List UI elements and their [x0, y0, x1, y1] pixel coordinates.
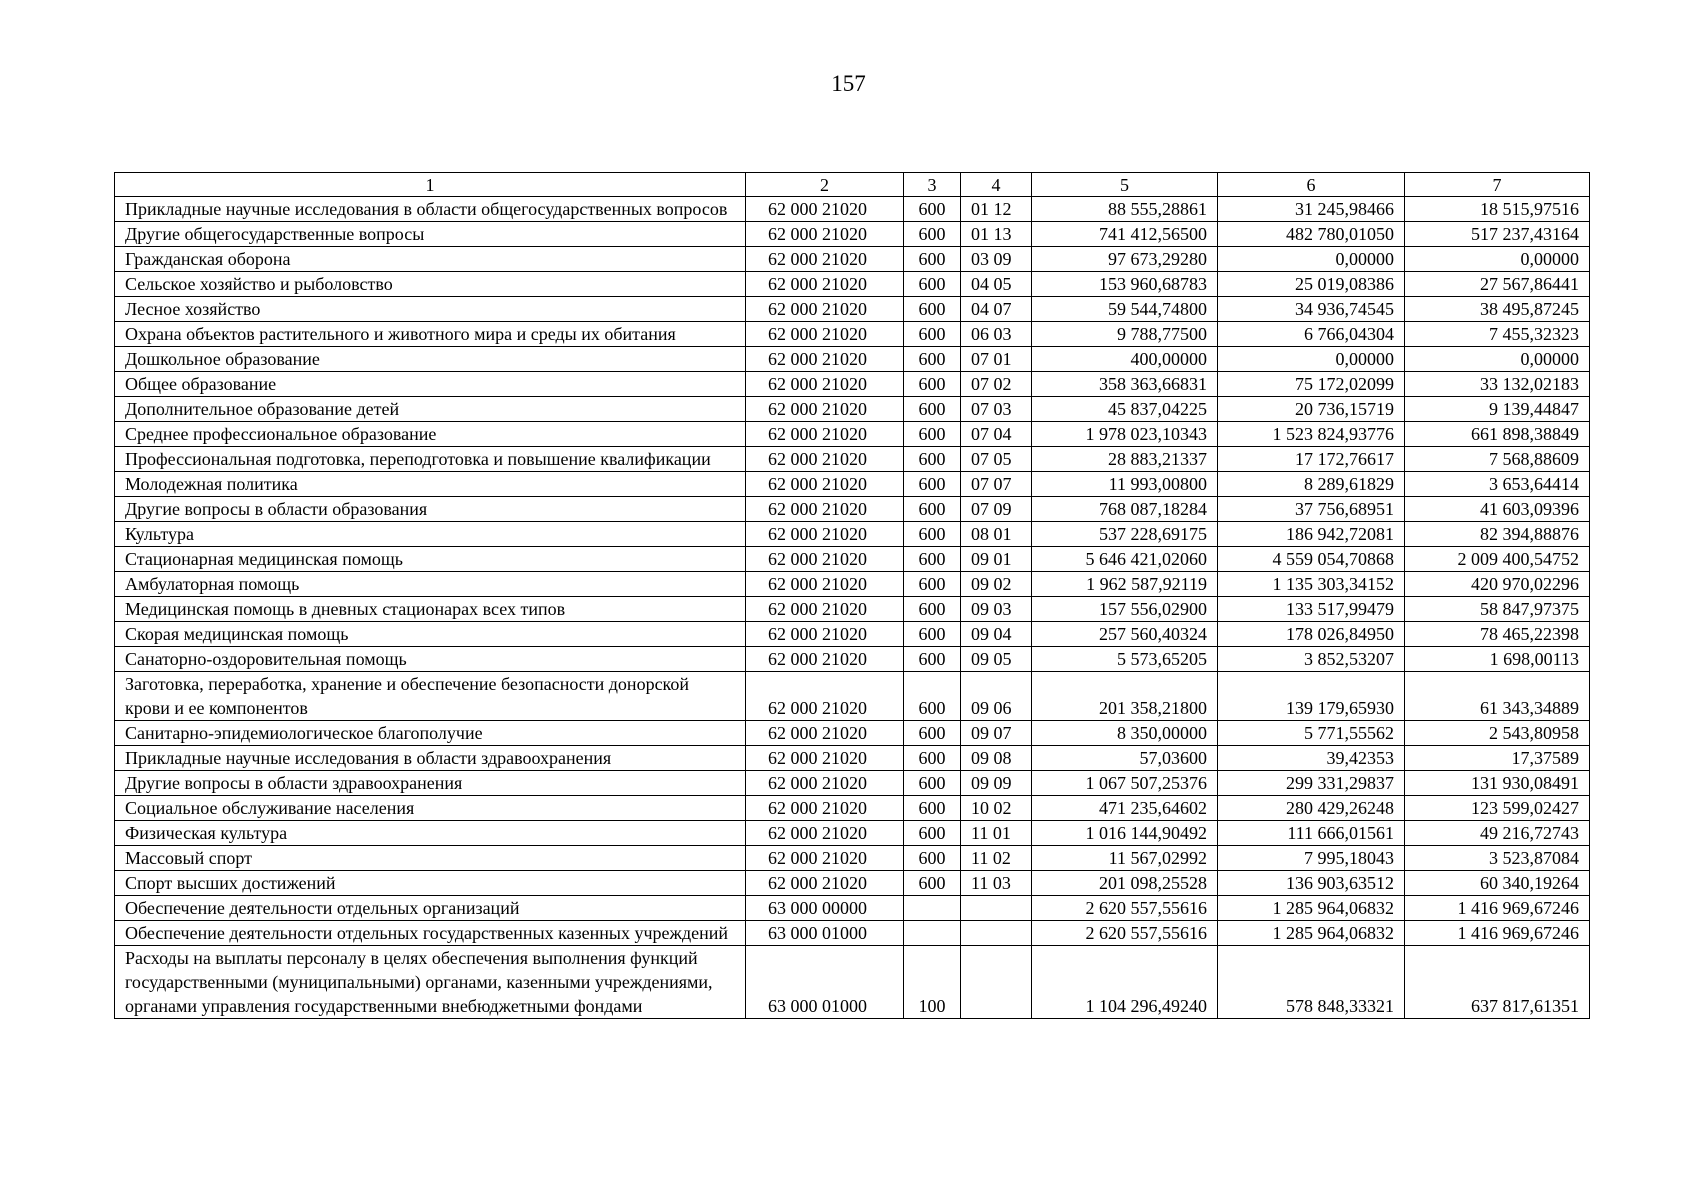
- expense-type-cell: 600: [904, 597, 961, 622]
- section-code-cell: 07 01: [961, 347, 1032, 372]
- amount-col6-cell: 25 019,08386: [1218, 272, 1405, 297]
- item-name-cell: Скорая медицинская помощь: [115, 622, 746, 647]
- amount-col6-cell: 5 771,55562: [1218, 721, 1405, 746]
- table-row: [115, 197, 1590, 222]
- item-name-cell: Физическая культура: [115, 821, 746, 846]
- target-code-cell: 62 000 21020: [746, 372, 904, 397]
- amount-col5-cell: 201 358,21800: [1032, 672, 1218, 721]
- expense-type-cell: 600: [904, 622, 961, 647]
- item-name-cell: Профессиональная подготовка, переподготовка и повышение квалификации: [115, 447, 746, 472]
- section-code-cell: 07 05: [961, 447, 1032, 472]
- section-code-cell: 09 03: [961, 597, 1032, 622]
- target-code-cell: 62 000 21020: [746, 796, 904, 821]
- amount-col5-cell: 1 067 507,25376: [1032, 771, 1218, 796]
- item-name-cell: Гражданская оборона: [115, 247, 746, 272]
- amount-col6-cell: 31 245,98466: [1218, 197, 1405, 222]
- amount-col7-cell: 0,00000: [1405, 247, 1590, 272]
- amount-col5-cell: 768 087,18284: [1032, 497, 1218, 522]
- column-header-5: 5: [1032, 173, 1218, 197]
- expense-type-cell: 600: [904, 197, 961, 222]
- section-code-cell: 09 07: [961, 721, 1032, 746]
- amount-col6-cell: 20 736,15719: [1218, 397, 1405, 422]
- amount-col6-cell: 139 179,65930: [1218, 672, 1405, 721]
- target-code-cell: 62 000 21020: [746, 247, 904, 272]
- expense-type-cell: 600: [904, 672, 961, 721]
- item-name-cell: Массовый спорт: [115, 846, 746, 871]
- section-code-cell: 09 08: [961, 746, 1032, 771]
- item-name-cell: Дошкольное образование: [115, 347, 746, 372]
- amount-col7-cell: 2 009 400,54752: [1405, 547, 1590, 572]
- target-code-cell: 62 000 21020: [746, 272, 904, 297]
- item-name-cell: Культура: [115, 522, 746, 547]
- amount-col6-cell: 39,42353: [1218, 746, 1405, 771]
- target-code-cell: 62 000 21020: [746, 547, 904, 572]
- expense-type-cell: 600: [904, 222, 961, 247]
- amount-col5-cell: 400,00000: [1032, 347, 1218, 372]
- table-row: [115, 846, 1590, 871]
- item-name-cell: Санитарно-эпидемиологическое благополучие: [115, 721, 746, 746]
- expense-type-cell: 600: [904, 721, 961, 746]
- section-code-cell: 07 09: [961, 497, 1032, 522]
- amount-col6-cell: 17 172,76617: [1218, 447, 1405, 472]
- expense-type-cell: 600: [904, 821, 961, 846]
- table-row: [115, 272, 1590, 297]
- amount-col5-cell: 8 350,00000: [1032, 721, 1218, 746]
- target-code-cell: 62 000 21020: [746, 397, 904, 422]
- item-name-cell: Другие общегосударственные вопросы: [115, 222, 746, 247]
- amount-col5-cell: 2 620 557,55616: [1032, 896, 1218, 921]
- amount-col6-cell: 133 517,99479: [1218, 597, 1405, 622]
- expense-type-cell: 600: [904, 871, 961, 896]
- section-code-cell: 09 06: [961, 672, 1032, 721]
- target-code-cell: 62 000 21020: [746, 297, 904, 322]
- column-header-7: 7: [1405, 173, 1590, 197]
- amount-col6-cell: 1 285 964,06832: [1218, 896, 1405, 921]
- item-name-cell: Другие вопросы в области здравоохранения: [115, 771, 746, 796]
- amount-col7-cell: 1 698,00113: [1405, 647, 1590, 672]
- table-row: [115, 622, 1590, 647]
- column-header-1: 1: [115, 173, 746, 197]
- item-name-cell: Расходы на выплаты персоналу в целях обеспечения выполнения функций государственными (муниципальными) органами, казенными учреждениями, органами управления государственными внебюджетными фондами: [115, 946, 746, 1019]
- amount-col7-cell: 17,37589: [1405, 746, 1590, 771]
- amount-col7-cell: 27 567,86441: [1405, 272, 1590, 297]
- target-code-cell: 62 000 21020: [746, 447, 904, 472]
- amount-col7-cell: 637 817,61351: [1405, 946, 1590, 1019]
- header-row: [115, 173, 1590, 197]
- section-code-cell: 03 09: [961, 247, 1032, 272]
- amount-col6-cell: 34 936,74545: [1218, 297, 1405, 322]
- section-code-cell: 11 01: [961, 821, 1032, 846]
- table-row: [115, 397, 1590, 422]
- expense-type-cell: 600: [904, 771, 961, 796]
- amount-col7-cell: 0,00000: [1405, 347, 1590, 372]
- amount-col6-cell: 0,00000: [1218, 247, 1405, 272]
- target-code-cell: 62 000 21020: [746, 347, 904, 372]
- budget-table: [114, 172, 1590, 1019]
- amount-col7-cell: 33 132,02183: [1405, 372, 1590, 397]
- amount-col6-cell: 299 331,29837: [1218, 771, 1405, 796]
- amount-col6-cell: 578 848,33321: [1218, 946, 1405, 1019]
- amount-col6-cell: 1 135 303,34152: [1218, 572, 1405, 597]
- amount-col7-cell: 82 394,88876: [1405, 522, 1590, 547]
- table-row: [115, 721, 1590, 746]
- item-name-cell: Социальное обслуживание населения: [115, 796, 746, 821]
- amount-col5-cell: 153 960,68783: [1032, 272, 1218, 297]
- target-code-cell: 62 000 21020: [746, 597, 904, 622]
- amount-col6-cell: 37 756,68951: [1218, 497, 1405, 522]
- expense-type-cell: 600: [904, 272, 961, 297]
- table-row: [115, 497, 1590, 522]
- amount-col5-cell: 1 962 587,92119: [1032, 572, 1218, 597]
- amount-col5-cell: 9 788,77500: [1032, 322, 1218, 347]
- table-row: [115, 821, 1590, 846]
- amount-col6-cell: 75 172,02099: [1218, 372, 1405, 397]
- section-code-cell: 04 07: [961, 297, 1032, 322]
- table-row: [115, 946, 1590, 1019]
- item-name-cell: Заготовка, переработка, хранение и обеспечение безопасности донорской крови и ее компонентов: [115, 672, 746, 721]
- amount-col6-cell: 178 026,84950: [1218, 622, 1405, 647]
- item-name-cell: Прикладные научные исследования в области общегосударственных вопросов: [115, 197, 746, 222]
- section-code-cell: 11 02: [961, 846, 1032, 871]
- section-code-cell: 08 01: [961, 522, 1032, 547]
- target-code-cell: 62 000 21020: [746, 647, 904, 672]
- amount-col6-cell: 8 289,61829: [1218, 472, 1405, 497]
- section-code-cell: [961, 921, 1032, 946]
- amount-col7-cell: 1 416 969,67246: [1405, 921, 1590, 946]
- section-code-cell: 09 02: [961, 572, 1032, 597]
- item-name-cell: Санаторно-оздоровительная помощь: [115, 647, 746, 672]
- item-name-cell: Охрана объектов растительного и животного мира и среды их обитания: [115, 322, 746, 347]
- table-row: [115, 422, 1590, 447]
- amount-col5-cell: 45 837,04225: [1032, 397, 1218, 422]
- expense-type-cell: 600: [904, 472, 961, 497]
- expense-type-cell: 600: [904, 796, 961, 821]
- target-code-cell: 62 000 21020: [746, 222, 904, 247]
- amount-col6-cell: 4 559 054,70868: [1218, 547, 1405, 572]
- expense-type-cell: 600: [904, 397, 961, 422]
- section-code-cell: 07 04: [961, 422, 1032, 447]
- item-name-cell: Обеспечение деятельности отдельных государственных казенных учреждений: [115, 921, 746, 946]
- amount-col5-cell: 1 104 296,49240: [1032, 946, 1218, 1019]
- section-code-cell: 07 07: [961, 472, 1032, 497]
- amount-col7-cell: 38 495,87245: [1405, 297, 1590, 322]
- expense-type-cell: 600: [904, 297, 961, 322]
- table-row: [115, 347, 1590, 372]
- amount-col5-cell: 358 363,66831: [1032, 372, 1218, 397]
- item-name-cell: Среднее профессиональное образование: [115, 422, 746, 447]
- target-code-cell: 63 000 01000: [746, 946, 904, 1019]
- table-body: [115, 197, 1590, 1019]
- item-name-cell: Амбулаторная помощь: [115, 572, 746, 597]
- expense-type-cell: [904, 896, 961, 921]
- table-row: [115, 472, 1590, 497]
- table-row: [115, 796, 1590, 821]
- target-code-cell: 62 000 21020: [746, 846, 904, 871]
- table-row: [115, 672, 1590, 721]
- target-code-cell: 62 000 21020: [746, 721, 904, 746]
- item-name-cell: Другие вопросы в области образования: [115, 497, 746, 522]
- target-code-cell: 62 000 21020: [746, 522, 904, 547]
- amount-col7-cell: 18 515,97516: [1405, 197, 1590, 222]
- expense-type-cell: 600: [904, 647, 961, 672]
- amount-col5-cell: 28 883,21337: [1032, 447, 1218, 472]
- amount-col5-cell: 88 555,28861: [1032, 197, 1218, 222]
- amount-col5-cell: 57,03600: [1032, 746, 1218, 771]
- expense-type-cell: 600: [904, 746, 961, 771]
- section-code-cell: 07 02: [961, 372, 1032, 397]
- item-name-cell: Лесное хозяйство: [115, 297, 746, 322]
- item-name-cell: Общее образование: [115, 372, 746, 397]
- amount-col7-cell: 9 139,44847: [1405, 397, 1590, 422]
- amount-col5-cell: 537 228,69175: [1032, 522, 1218, 547]
- amount-col7-cell: 661 898,38849: [1405, 422, 1590, 447]
- section-code-cell: 11 03: [961, 871, 1032, 896]
- amount-col5-cell: 2 620 557,55616: [1032, 921, 1218, 946]
- table-row: [115, 247, 1590, 272]
- section-code-cell: 09 04: [961, 622, 1032, 647]
- amount-col6-cell: 186 942,72081: [1218, 522, 1405, 547]
- amount-col5-cell: 97 673,29280: [1032, 247, 1218, 272]
- target-code-cell: 62 000 21020: [746, 197, 904, 222]
- expense-type-cell: 600: [904, 497, 961, 522]
- item-name-cell: Молодежная политика: [115, 472, 746, 497]
- amount-col6-cell: 111 666,01561: [1218, 821, 1405, 846]
- table-row: [115, 896, 1590, 921]
- amount-col7-cell: 7 455,32323: [1405, 322, 1590, 347]
- table-row: [115, 447, 1590, 472]
- item-name-cell: Спорт высших достижений: [115, 871, 746, 896]
- target-code-cell: 62 000 21020: [746, 472, 904, 497]
- amount-col5-cell: 257 560,40324: [1032, 622, 1218, 647]
- item-name-cell: Медицинская помощь в дневных стационарах всех типов: [115, 597, 746, 622]
- amount-col6-cell: 482 780,01050: [1218, 222, 1405, 247]
- amount-col5-cell: 741 412,56500: [1032, 222, 1218, 247]
- section-code-cell: 04 05: [961, 272, 1032, 297]
- table-row: [115, 297, 1590, 322]
- amount-col7-cell: 7 568,88609: [1405, 447, 1590, 472]
- amount-col7-cell: 3 523,87084: [1405, 846, 1590, 871]
- section-code-cell: 10 02: [961, 796, 1032, 821]
- expense-type-cell: 600: [904, 247, 961, 272]
- amount-col6-cell: 7 995,18043: [1218, 846, 1405, 871]
- amount-col6-cell: 136 903,63512: [1218, 871, 1405, 896]
- target-code-cell: 62 000 21020: [746, 821, 904, 846]
- column-header-4: 4: [961, 173, 1032, 197]
- table-row: [115, 771, 1590, 796]
- target-code-cell: 62 000 21020: [746, 422, 904, 447]
- item-name-cell: Прикладные научные исследования в области здравоохранения: [115, 746, 746, 771]
- amount-col7-cell: 131 930,08491: [1405, 771, 1590, 796]
- amount-col6-cell: 0,00000: [1218, 347, 1405, 372]
- target-code-cell: 62 000 21020: [746, 871, 904, 896]
- item-name-cell: Стационарная медицинская помощь: [115, 547, 746, 572]
- amount-col7-cell: 41 603,09396: [1405, 497, 1590, 522]
- amount-col7-cell: 517 237,43164: [1405, 222, 1590, 247]
- target-code-cell: 62 000 21020: [746, 672, 904, 721]
- target-code-cell: 62 000 21020: [746, 622, 904, 647]
- amount-col5-cell: 5 646 421,02060: [1032, 547, 1218, 572]
- expense-type-cell: 600: [904, 347, 961, 372]
- amount-col5-cell: 11 567,02992: [1032, 846, 1218, 871]
- item-name-cell: Дополнительное образование детей: [115, 397, 746, 422]
- table-row: [115, 572, 1590, 597]
- target-code-cell: 62 000 21020: [746, 497, 904, 522]
- table-row: [115, 222, 1590, 247]
- page-number: 157: [831, 71, 866, 96]
- table-row: [115, 647, 1590, 672]
- expense-type-cell: 600: [904, 522, 961, 547]
- amount-col7-cell: 2 543,80958: [1405, 721, 1590, 746]
- item-name-cell: Обеспечение деятельности отдельных организаций: [115, 896, 746, 921]
- column-header-2: 2: [746, 173, 904, 197]
- amount-col6-cell: 3 852,53207: [1218, 647, 1405, 672]
- target-code-cell: 62 000 21020: [746, 746, 904, 771]
- amount-col7-cell: 3 653,64414: [1405, 472, 1590, 497]
- target-code-cell: 62 000 21020: [746, 572, 904, 597]
- amount-col7-cell: 420 970,02296: [1405, 572, 1590, 597]
- column-header-3: 3: [904, 173, 961, 197]
- amount-col7-cell: 61 343,34889: [1405, 672, 1590, 721]
- item-name-cell: Сельское хозяйство и рыболовство: [115, 272, 746, 297]
- amount-col5-cell: 59 544,74800: [1032, 297, 1218, 322]
- amount-col5-cell: 471 235,64602: [1032, 796, 1218, 821]
- section-code-cell: 01 13: [961, 222, 1032, 247]
- table-row: [115, 746, 1590, 771]
- table-row: [115, 372, 1590, 397]
- table-row: [115, 597, 1590, 622]
- amount-col7-cell: 1 416 969,67246: [1405, 896, 1590, 921]
- amount-col6-cell: 1 523 824,93776: [1218, 422, 1405, 447]
- amount-col7-cell: 49 216,72743: [1405, 821, 1590, 846]
- expense-type-cell: 600: [904, 422, 961, 447]
- section-code-cell: 07 03: [961, 397, 1032, 422]
- expense-type-cell: 600: [904, 447, 961, 472]
- amount-col5-cell: 157 556,02900: [1032, 597, 1218, 622]
- expense-type-cell: 600: [904, 572, 961, 597]
- amount-col7-cell: 123 599,02427: [1405, 796, 1590, 821]
- amount-col6-cell: 280 429,26248: [1218, 796, 1405, 821]
- table-row: [115, 322, 1590, 347]
- target-code-cell: 63 000 00000: [746, 896, 904, 921]
- section-code-cell: 09 05: [961, 647, 1032, 672]
- target-code-cell: 63 000 01000: [746, 921, 904, 946]
- table-row: [115, 871, 1590, 896]
- section-code-cell: 09 09: [961, 771, 1032, 796]
- column-header-6: 6: [1218, 173, 1405, 197]
- section-code-cell: [961, 896, 1032, 921]
- expense-type-cell: 600: [904, 547, 961, 572]
- section-code-cell: 01 12: [961, 197, 1032, 222]
- amount-col5-cell: 201 098,25528: [1032, 871, 1218, 896]
- amount-col6-cell: 1 285 964,06832: [1218, 921, 1405, 946]
- amount-col5-cell: 1 978 023,10343: [1032, 422, 1218, 447]
- table-row: [115, 522, 1590, 547]
- section-code-cell: [961, 946, 1032, 1019]
- expense-type-cell: 600: [904, 846, 961, 871]
- amount-col7-cell: 78 465,22398: [1405, 622, 1590, 647]
- amount-col7-cell: 60 340,19264: [1405, 871, 1590, 896]
- amount-col5-cell: 1 016 144,90492: [1032, 821, 1218, 846]
- section-code-cell: 09 01: [961, 547, 1032, 572]
- amount-col6-cell: 6 766,04304: [1218, 322, 1405, 347]
- section-code-cell: 06 03: [961, 322, 1032, 347]
- expense-type-cell: 600: [904, 372, 961, 397]
- table-row: [115, 547, 1590, 572]
- expense-type-cell: 100: [904, 946, 961, 1019]
- target-code-cell: 62 000 21020: [746, 771, 904, 796]
- expense-type-cell: [904, 921, 961, 946]
- target-code-cell: 62 000 21020: [746, 322, 904, 347]
- amount-col5-cell: 5 573,65205: [1032, 647, 1218, 672]
- amount-col7-cell: 58 847,97375: [1405, 597, 1590, 622]
- expense-type-cell: 600: [904, 322, 961, 347]
- amount-col5-cell: 11 993,00800: [1032, 472, 1218, 497]
- table-row: [115, 921, 1590, 946]
